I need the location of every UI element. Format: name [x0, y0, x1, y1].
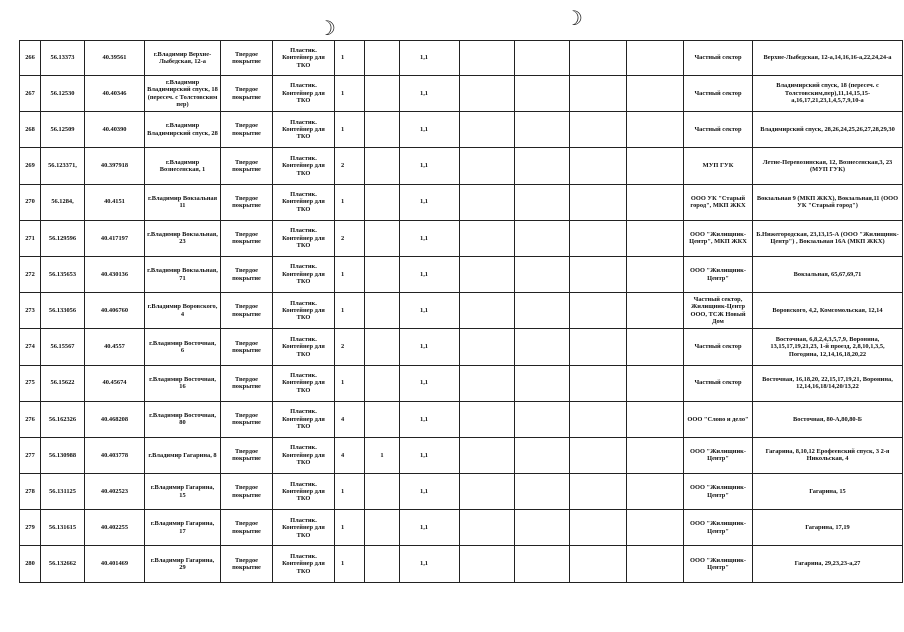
- empty-cell: [570, 329, 627, 365]
- container-count: 2: [335, 220, 365, 256]
- latitude: 56.1284,: [41, 184, 85, 220]
- container-type: Пластик. Контейнер для ТКО: [273, 256, 335, 292]
- container-type: Пластик. Контейнер для ТКО: [273, 437, 335, 473]
- longitude: 40.4557: [85, 329, 145, 365]
- empty-cell: [627, 401, 684, 437]
- longitude: 40.40346: [85, 76, 145, 112]
- latitude: 56.123371,: [41, 148, 85, 184]
- site-number: 268: [20, 112, 41, 148]
- container-volume: 1,1: [400, 546, 460, 582]
- container-count: 4: [335, 437, 365, 473]
- container-volume: 1,1: [400, 365, 460, 401]
- empty-cell: [627, 437, 684, 473]
- container-type: Пластик. Контейнер для ТКО: [273, 365, 335, 401]
- empty-cell: [627, 293, 684, 329]
- empty-cell: [570, 41, 627, 76]
- served-objects: Гагарина, 8,10,12 Ерофеевский спуск, 3 2-я Никольская, 4: [753, 437, 903, 473]
- table-row: [20, 293, 903, 329]
- empty-cell: [460, 112, 515, 148]
- container-volume: 1,1: [400, 401, 460, 437]
- longitude: 40.406760: [85, 293, 145, 329]
- empty-cell: [460, 184, 515, 220]
- table-row: [20, 76, 903, 112]
- site-number: 276: [20, 401, 41, 437]
- surface-type: Твердое покрытие: [221, 474, 273, 510]
- container-count: 1: [335, 546, 365, 582]
- empty-cell: [570, 510, 627, 546]
- container-count-extra: [365, 41, 400, 76]
- served-objects: Гагарина, 17,19: [753, 510, 903, 546]
- container-count-extra: [365, 293, 400, 329]
- container-count: 1: [335, 510, 365, 546]
- latitude: 56.15567: [41, 329, 85, 365]
- container-count: 1: [335, 365, 365, 401]
- address: г.Владимир Гагарина, 17: [145, 510, 221, 546]
- owner: ООО "Слово и дело": [684, 401, 753, 437]
- binding-hole-mark: ☽: [318, 18, 336, 40]
- container-count-extra: [365, 112, 400, 148]
- container-count: 1: [335, 76, 365, 112]
- empty-cell: [570, 437, 627, 473]
- empty-cell: [570, 546, 627, 582]
- empty-cell: [627, 76, 684, 112]
- longitude: 40.401469: [85, 546, 145, 582]
- longitude: 40.4151: [85, 184, 145, 220]
- container-volume: 1,1: [400, 112, 460, 148]
- empty-cell: [515, 437, 570, 473]
- container-count-extra: [365, 546, 400, 582]
- empty-cell: [515, 148, 570, 184]
- address: г.Владимир Восточная, 6: [145, 329, 221, 365]
- served-objects: Б.Нижегородская, 23,13,15-А (ООО "Жилищник-Центр") , Вокзальная 16А (МКП ЖКХ): [753, 220, 903, 256]
- container-type: Пластик. Контейнер для ТКО: [273, 510, 335, 546]
- served-objects: Гагарина, 15: [753, 474, 903, 510]
- latitude: 56.12509: [41, 112, 85, 148]
- owner: Частный сектор: [684, 329, 753, 365]
- surface-type: Твердое покрытие: [221, 401, 273, 437]
- container-count: 1: [335, 474, 365, 510]
- container-type: Пластик. Контейнер для ТКО: [273, 401, 335, 437]
- container-count-extra: [365, 474, 400, 510]
- empty-cell: [627, 184, 684, 220]
- address: г.Владимир Воровского, 4: [145, 293, 221, 329]
- latitude: 56.15622: [41, 365, 85, 401]
- surface-type: Твердое покрытие: [221, 41, 273, 76]
- empty-cell: [515, 184, 570, 220]
- address: г.Владимир Восточная, 16: [145, 365, 221, 401]
- empty-cell: [627, 256, 684, 292]
- empty-cell: [460, 76, 515, 112]
- site-number: 270: [20, 184, 41, 220]
- empty-cell: [515, 474, 570, 510]
- surface-type: Твердое покрытие: [221, 437, 273, 473]
- empty-cell: [627, 112, 684, 148]
- empty-cell: [460, 510, 515, 546]
- table-row: [20, 184, 903, 220]
- served-objects: Летне-Перевозинская, 12, Вознесенская,3, 23 (МУП ГУК): [753, 148, 903, 184]
- empty-cell: [627, 329, 684, 365]
- site-number: 267: [20, 76, 41, 112]
- empty-cell: [627, 474, 684, 510]
- surface-type: Твердое покрытие: [221, 112, 273, 148]
- empty-cell: [460, 256, 515, 292]
- empty-cell: [627, 365, 684, 401]
- served-objects: Воровского, 4,2, Комсомольская, 12,14: [753, 293, 903, 329]
- container-count: 1: [335, 41, 365, 76]
- latitude: 56.132662: [41, 546, 85, 582]
- table-row: [20, 401, 903, 437]
- served-objects: Восточная, 16,18,20, 22,15,17,19,21, Воронина, 12,14,16,18/14,20/13,22: [753, 365, 903, 401]
- served-objects: Восточная, 80-А,80,80-Б: [753, 401, 903, 437]
- longitude: 40.417197: [85, 220, 145, 256]
- container-type: Пластик. Контейнер для ТКО: [273, 184, 335, 220]
- latitude: 56.13373: [41, 41, 85, 76]
- binding-hole-mark: ☽: [565, 8, 583, 30]
- table-row: [20, 112, 903, 148]
- owner: Частный сектор: [684, 41, 753, 76]
- owner: Частный сектор: [684, 112, 753, 148]
- empty-cell: [570, 474, 627, 510]
- empty-cell: [460, 546, 515, 582]
- served-objects: Гагарина, 29,23,23-а,27: [753, 546, 903, 582]
- container-type: Пластик. Контейнер для ТКО: [273, 329, 335, 365]
- address: г.Владимир Владимирский спуск, 18 (пересеч. с Толстовским пер): [145, 76, 221, 112]
- longitude: 40.45674: [85, 365, 145, 401]
- waste-container-sites-table: [19, 40, 903, 583]
- container-count-extra: [365, 256, 400, 292]
- served-objects: Верхне-Лыбедская, 12-а,14,16,16-а,22,24,24-а: [753, 41, 903, 76]
- address: г.Владимир Верхне-Лыбедская, 12-а: [145, 41, 221, 76]
- address: г.Владимир Гагарина, 15: [145, 474, 221, 510]
- table-row: [20, 365, 903, 401]
- empty-cell: [515, 365, 570, 401]
- container-type: Пластик. Контейнер для ТКО: [273, 148, 335, 184]
- site-number: 272: [20, 256, 41, 292]
- served-objects: Восточная, 6,8,2,4,3,5,7,9, Воронина, 13,15,17,19,21,23, 1-й проезд, 2,8,10,1,3,5, Погодина, 12,14,16,18,20,22: [753, 329, 903, 365]
- container-count-extra: [365, 401, 400, 437]
- container-count-extra: [365, 184, 400, 220]
- surface-type: Твердое покрытие: [221, 365, 273, 401]
- empty-cell: [515, 220, 570, 256]
- surface-type: Твердое покрытие: [221, 293, 273, 329]
- empty-cell: [570, 256, 627, 292]
- empty-cell: [460, 41, 515, 76]
- surface-type: Твердое покрытие: [221, 184, 273, 220]
- longitude: 40.40390: [85, 112, 145, 148]
- table-row: [20, 220, 903, 256]
- container-volume: 1,1: [400, 41, 460, 76]
- site-number: 271: [20, 220, 41, 256]
- address: г.Владимир Гагарина, 8: [145, 437, 221, 473]
- table-row: [20, 148, 903, 184]
- container-volume: 1,1: [400, 437, 460, 473]
- longitude: 40.430136: [85, 256, 145, 292]
- owner: ООО УК "Старый город", МКП ЖКХ: [684, 184, 753, 220]
- longitude: 40.468208: [85, 401, 145, 437]
- surface-type: Твердое покрытие: [221, 510, 273, 546]
- served-objects: Владимирский спуск, 18 (пересеч. с Толстовским,пер),11,14,15,15-а,16,17,21,23,1,4,5,7,9,10-а: [753, 76, 903, 112]
- table-row: [20, 437, 903, 473]
- empty-cell: [515, 510, 570, 546]
- empty-cell: [570, 365, 627, 401]
- container-type: Пластик. Контейнер для ТКО: [273, 41, 335, 76]
- latitude: 56.131125: [41, 474, 85, 510]
- address: г.Владимир Гагарина, 29: [145, 546, 221, 582]
- container-count-extra: [365, 365, 400, 401]
- surface-type: Твердое покрытие: [221, 220, 273, 256]
- container-volume: 1,1: [400, 293, 460, 329]
- empty-cell: [460, 293, 515, 329]
- site-number: 277: [20, 437, 41, 473]
- container-count: 2: [335, 148, 365, 184]
- container-type: Пластик. Контейнер для ТКО: [273, 293, 335, 329]
- container-count-extra: [365, 510, 400, 546]
- owner: ООО "Жилищник-Центр": [684, 474, 753, 510]
- container-count: 4: [335, 401, 365, 437]
- address: г.Владимир Владимирский спуск, 28: [145, 112, 221, 148]
- empty-cell: [570, 148, 627, 184]
- container-volume: 1,1: [400, 184, 460, 220]
- container-count: 1: [335, 112, 365, 148]
- owner: ООО "Жилищник-Центр": [684, 256, 753, 292]
- empty-cell: [460, 365, 515, 401]
- table-body: [20, 41, 903, 583]
- empty-cell: [627, 41, 684, 76]
- container-type: Пластик. Контейнер для ТКО: [273, 76, 335, 112]
- owner: ООО "Жилищник-Центр": [684, 437, 753, 473]
- table-row: [20, 256, 903, 292]
- longitude: 40.403778: [85, 437, 145, 473]
- surface-type: Твердое покрытие: [221, 148, 273, 184]
- empty-cell: [570, 184, 627, 220]
- empty-cell: [627, 148, 684, 184]
- latitude: 56.131615: [41, 510, 85, 546]
- container-volume: 1,1: [400, 329, 460, 365]
- empty-cell: [627, 510, 684, 546]
- empty-cell: [460, 220, 515, 256]
- container-volume: 1,1: [400, 510, 460, 546]
- container-type: Пластик. Контейнер для ТКО: [273, 474, 335, 510]
- container-volume: 1,1: [400, 76, 460, 112]
- container-count-extra: [365, 76, 400, 112]
- owner: ООО "Жилищник-Центр", МКП ЖКХ: [684, 220, 753, 256]
- owner: МУП ГУК: [684, 148, 753, 184]
- address: г.Владимир Вознесенская, 1: [145, 148, 221, 184]
- site-number: 269: [20, 148, 41, 184]
- empty-cell: [570, 293, 627, 329]
- served-objects: Владимирский спуск, 28,26,24,25,26,27,28,29,30: [753, 112, 903, 148]
- container-count: 1: [335, 293, 365, 329]
- owner: Частный сектор: [684, 365, 753, 401]
- empty-cell: [515, 41, 570, 76]
- container-volume: 1,1: [400, 220, 460, 256]
- empty-cell: [570, 220, 627, 256]
- empty-cell: [515, 546, 570, 582]
- container-type: Пластик. Контейнер для ТКО: [273, 112, 335, 148]
- owner: ООО "Жилищник-Центр": [684, 546, 753, 582]
- empty-cell: [460, 437, 515, 473]
- empty-cell: [515, 256, 570, 292]
- empty-cell: [460, 148, 515, 184]
- container-count-extra: 1: [365, 437, 400, 473]
- address: г.Владимир Восточная, 80: [145, 401, 221, 437]
- container-count: 2: [335, 329, 365, 365]
- container-count: 1: [335, 256, 365, 292]
- longitude: 40.402523: [85, 474, 145, 510]
- longitude: 40.397918: [85, 148, 145, 184]
- latitude: 56.129596: [41, 220, 85, 256]
- latitude: 56.133056: [41, 293, 85, 329]
- address: г.Владимир Вокзальная 11: [145, 184, 221, 220]
- empty-cell: [570, 76, 627, 112]
- empty-cell: [460, 474, 515, 510]
- container-type: Пластик. Контейнер для ТКО: [273, 220, 335, 256]
- latitude: 56.130988: [41, 437, 85, 473]
- container-count-extra: [365, 220, 400, 256]
- empty-cell: [627, 546, 684, 582]
- empty-cell: [570, 112, 627, 148]
- longitude: 40.402255: [85, 510, 145, 546]
- owner: Частный сектор, Жилищник-Центр ООО, ТСЖ Новый Дом: [684, 293, 753, 329]
- latitude: 56.135653: [41, 256, 85, 292]
- table-row: [20, 474, 903, 510]
- site-number: 273: [20, 293, 41, 329]
- owner: ООО "Жилищник-Центр": [684, 510, 753, 546]
- surface-type: Твердое покрытие: [221, 329, 273, 365]
- surface-type: Твердое покрытие: [221, 256, 273, 292]
- site-number: 278: [20, 474, 41, 510]
- latitude: 56.12530: [41, 76, 85, 112]
- container-count-extra: [365, 329, 400, 365]
- table-row: [20, 41, 903, 76]
- site-number: 279: [20, 510, 41, 546]
- table-row: [20, 510, 903, 546]
- container-volume: 1,1: [400, 148, 460, 184]
- empty-cell: [460, 329, 515, 365]
- table-row: [20, 546, 903, 582]
- served-objects: Вокзальная 9 (МКП ЖКХ), Вокзальная,11 (ООО УК "Старый город"): [753, 184, 903, 220]
- site-number: 275: [20, 365, 41, 401]
- container-count-extra: [365, 148, 400, 184]
- empty-cell: [515, 112, 570, 148]
- surface-type: Твердое покрытие: [221, 546, 273, 582]
- served-objects: Вокзальная, 65,67,69,71: [753, 256, 903, 292]
- site-number: 280: [20, 546, 41, 582]
- latitude: 56.162326: [41, 401, 85, 437]
- table-row: [20, 329, 903, 365]
- empty-cell: [515, 329, 570, 365]
- empty-cell: [515, 401, 570, 437]
- container-type: Пластик. Контейнер для ТКО: [273, 546, 335, 582]
- container-count: 1: [335, 184, 365, 220]
- owner: Частный сектор: [684, 76, 753, 112]
- empty-cell: [627, 220, 684, 256]
- container-volume: 1,1: [400, 256, 460, 292]
- empty-cell: [570, 401, 627, 437]
- container-volume: 1,1: [400, 474, 460, 510]
- address: г.Владимир Вокзальная, 71: [145, 256, 221, 292]
- empty-cell: [460, 401, 515, 437]
- site-number: 266: [20, 41, 41, 76]
- longitude: 40.39561: [85, 41, 145, 76]
- surface-type: Твердое покрытие: [221, 76, 273, 112]
- empty-cell: [515, 293, 570, 329]
- empty-cell: [515, 76, 570, 112]
- site-number: 274: [20, 329, 41, 365]
- address: г.Владимир Вокзальная, 23: [145, 220, 221, 256]
